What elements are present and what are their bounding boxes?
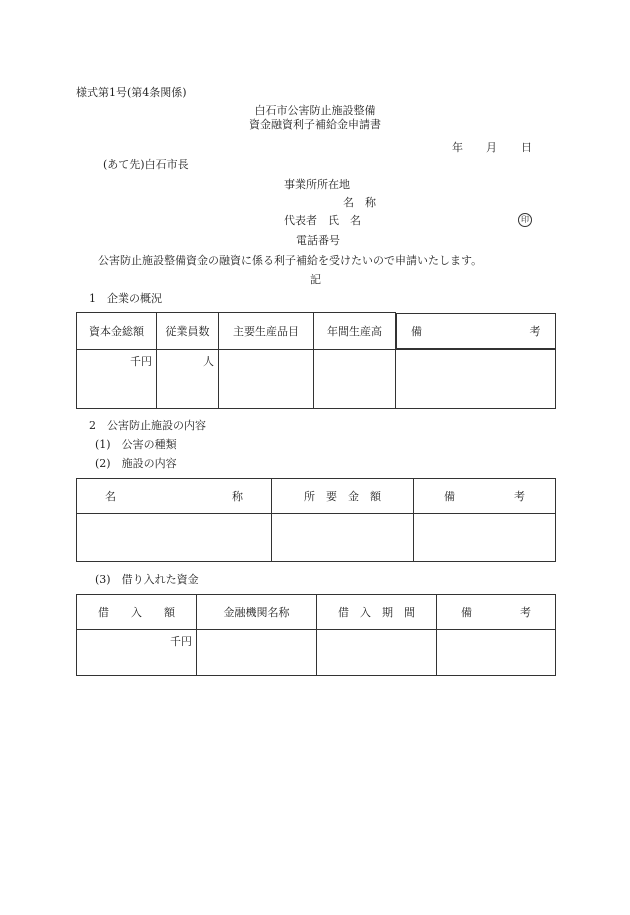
header-name: [77, 479, 272, 514]
section3-heading: (3) 借り入れた資金: [95, 573, 199, 586]
header-required-amount: 所 要 金 額: [272, 479, 414, 514]
loan-amount-cell[interactable]: [77, 630, 197, 676]
facility-content-table: [76, 478, 556, 562]
date-day: 日: [521, 141, 532, 154]
header-loan-amount: 借 入 額: [77, 595, 197, 630]
date-month: 月: [486, 141, 497, 154]
title-line-2: 資金融資利子補給金申請書: [249, 118, 381, 131]
header-capital: 資本金総額: [77, 313, 157, 350]
ki-mark: 記: [310, 273, 321, 286]
remarks-cell[interactable]: [414, 514, 556, 562]
remarks-cell[interactable]: [437, 630, 556, 676]
company-overview-table: [76, 312, 556, 409]
addressee: (あて先)白石市長: [103, 158, 189, 171]
facility-name-cell[interactable]: [77, 514, 272, 562]
header-remarks: [414, 479, 556, 514]
capital-cell[interactable]: [77, 349, 157, 408]
facility-content-heading: (2) 施設の内容: [95, 457, 177, 470]
table-row: [77, 630, 556, 676]
seal-mark: 印: [518, 213, 532, 227]
statement: 公害防止施設整備資金の融資に係る利子補給を受けたいので申請いたします。: [98, 254, 483, 267]
section1-heading: 1 企業の概況: [89, 292, 162, 305]
remarks-cell[interactable]: [396, 349, 556, 408]
header-remarks: [396, 313, 556, 349]
required-amount-cell[interactable]: [272, 514, 414, 562]
header-remarks-kou: 考: [514, 490, 525, 503]
annual-output-cell[interactable]: [314, 349, 396, 408]
header-remarks-kou: 考: [529, 324, 541, 338]
date-year: 年: [452, 141, 463, 154]
header-remarks-kou: 考: [520, 606, 531, 619]
phone-label: 電話番号: [296, 234, 340, 247]
name-label: 名 称: [343, 196, 376, 209]
section2-heading: 2 公害防止施設の内容: [89, 419, 206, 432]
main-products-cell[interactable]: [219, 349, 314, 408]
table-header-row: [77, 313, 556, 350]
table-row: [77, 349, 556, 408]
header-name-mei: 名: [105, 490, 116, 503]
table-row: [77, 514, 556, 562]
pollution-type-heading: (1) 公害の種類: [95, 438, 177, 451]
unit-persons: 人: [203, 354, 214, 368]
employees-cell[interactable]: [157, 349, 219, 408]
table-header-row: [77, 595, 556, 630]
unit-thousand-yen: 千円: [170, 635, 192, 648]
header-name-shou: 称: [232, 490, 243, 503]
header-remarks-bi: 備: [411, 324, 422, 338]
title-line-1: 白石市公害防止施設整備: [254, 104, 376, 117]
bank-name-cell[interactable]: [197, 630, 317, 676]
representative-label: 代表者 氏 名: [284, 214, 361, 227]
header-annual-output: 年間生産高: [314, 313, 396, 350]
header-employees: 従業員数: [157, 313, 219, 350]
header-remarks: [437, 595, 556, 630]
unit-thousand-yen: 千円: [130, 354, 152, 368]
header-loan-period: 借 入 期 間: [317, 595, 437, 630]
header-remarks-bi: 備: [444, 490, 455, 503]
address-label: 事業所所在地: [284, 178, 350, 191]
header-main-products: 主要生産品目: [219, 313, 314, 350]
loan-period-cell[interactable]: [317, 630, 437, 676]
table-header-row: [77, 479, 556, 514]
header-bank-name: 金融機関名称: [197, 595, 317, 630]
header-remarks-bi: 備: [461, 606, 472, 619]
form-number: 様式第1号(第4条関係): [76, 86, 187, 99]
borrowed-funds-table: [76, 594, 556, 676]
